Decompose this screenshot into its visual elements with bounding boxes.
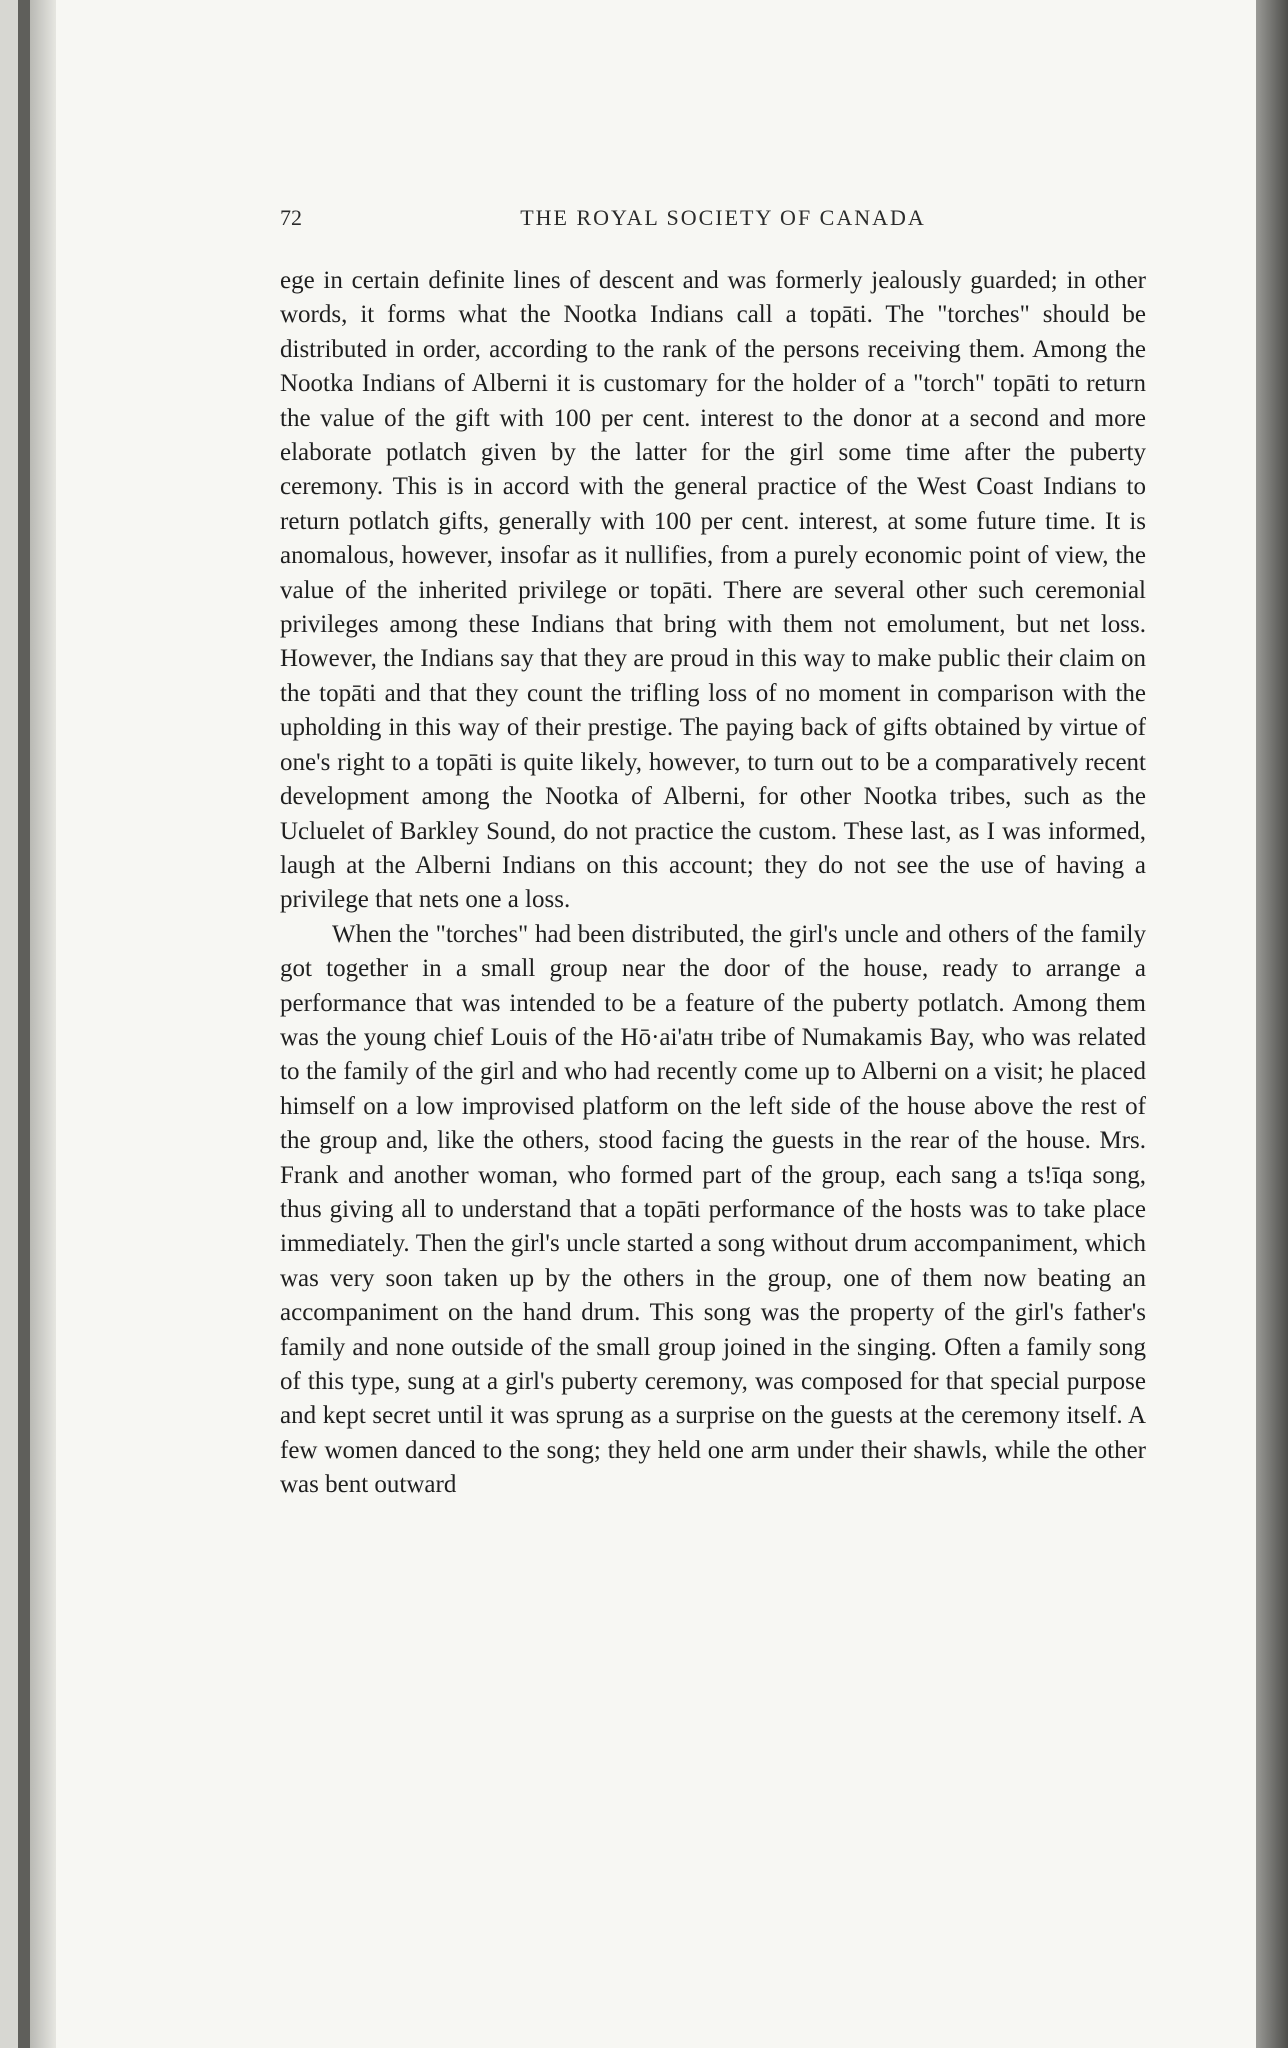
book-binding-edge	[18, 0, 30, 2048]
page-gutter-shadow	[30, 0, 56, 2048]
scan-left-margin	[0, 0, 18, 2048]
paragraph: When the "torches" had been distributed, the girl's uncle and others of the family got together in a small group near the door of the house, ready to arrange a performance that was intended to be a feature of the puberty potlatch. Among them was the young chief Louis of the Hō·ai'atʜ tribe of Numakamis Bay, who was related to the family of the girl and who had recently come up to Alberni on a visit; he placed himself on a low improvised platform on the left side of the house above the rest of the group and, like the others, stood facing the guests in the rear of the house. Mrs. Frank and another woman, who formed part of the group, each sang a ts!īqa song, thus giving all to understand that a topāti performance of the hosts was to take place immediately. Then the girl's uncle started a song without drum accompaniment, which was very soon taken up by the others in the group, one of them now beating an accompaniment on the hand drum. This song was the property of the girl's father's family and none outside of the small group joined in the singing. Often a family song of this type, sung at a girl's puberty ceremony, was composed for that special purpose and kept secret until it was sprung as a surprise on the guests at the ceremony itself. A few women danced to the song; they held one arm under their shawls, while the other was bent outward	[280, 920, 1146, 1499]
running-head	[280, 205, 1146, 239]
paragraph: ege in certain definite lines of descent and was formerly jealously guarded; in other words, it forms what the Nootka Indians call a topāti. The "torches" should be distributed in order, according to the rank of the persons receiving them. Among the Nootka Indians of Alberni it is customary for the holder of a "torch" topāti to return the value of the gift with 100 per cent. interest to the donor at a second and more elaborate potlatch given by the latter for the girl some time after the puberty ceremony. This is in accord with the general practice of the West Coast Indians to return potlatch gifts, generally with 100 per cent. interest, at some future time. It is anomalous, however, insofar as it nullifies, from a purely economic point of view, the value of the inherited privilege or topāti. There are several other such ceremonial privileges among these Indians that bring with them not emolument, but net loss. However, the Indians say that they are proud in this way to make public their claim on the topāti and that they count the trifling loss of no moment in comparison with the upholding in this way of their prestige. The paying back of gifts obtained by virtue of one's right to a topāti is quite likely, however, to turn out to be a comparatively recent development among the Nootka of Alberni, for other Nootka tribes, such as the Ucluelet of Barkley Sound, do not practice the custom. These last, as I was informed, laugh at the Alberni Indians on this account; they do not see the use of having a privilege that nets one a loss.	[280, 267, 1146, 914]
body-text	[280, 264, 1146, 1503]
scan-right-edge	[1256, 0, 1288, 2048]
journal-title: THE ROYAL SOCIETY OF CANADA	[520, 205, 926, 230]
page-number: 72	[280, 205, 302, 230]
